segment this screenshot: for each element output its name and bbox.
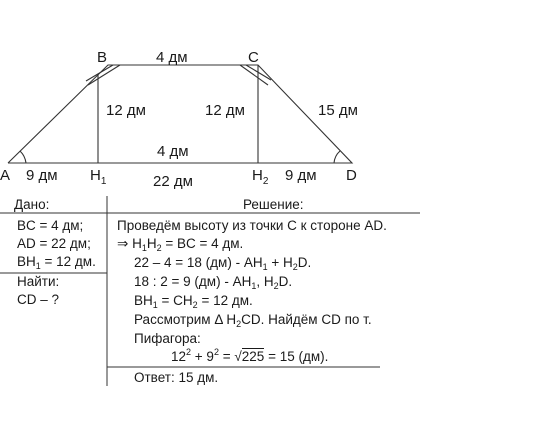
solution-step-1: Проведём высоту из точки C к стороне AD. (117, 218, 387, 233)
angle-mark-b2 (86, 65, 113, 81)
solution-step-4: 18 : 2 = 9 $(дм) - AH_1$, $H_2D$. (134, 274, 293, 291)
label-h2: $H_2$ (252, 167, 269, 187)
solution-header: Решение: (243, 197, 304, 212)
measure-h2d: 9 дм (285, 167, 317, 184)
given-bc: BC = 4 дм; (17, 218, 84, 233)
angle-mark-c1 (240, 65, 268, 85)
angle-mark-d (334, 151, 340, 163)
measure-h1h2: 4 дм (157, 143, 189, 160)
given-ad: AD = 22 дм; (17, 236, 91, 251)
sqrt-sign: √ (234, 349, 242, 364)
find-header: Найти: (17, 274, 60, 289)
solution-step-7: Пифагора: (134, 331, 201, 346)
sqrt-radicand: 225 (241, 349, 265, 364)
label-a: A (0, 167, 11, 184)
measure-bc: 4 дм (156, 49, 188, 66)
measure-cd: 15 дм (318, 102, 358, 119)
measure-ad: 22 дм (153, 173, 193, 190)
solution-step-2: ⇒ $H_1H_2$ = BC = 4 дм. (117, 236, 244, 253)
label-d: D (346, 167, 357, 184)
label-b: B (97, 49, 108, 66)
angle-mark-b1 (88, 65, 120, 85)
measure-bh1: 12 дм (106, 102, 146, 119)
solution-step-6: Рассмотрим Δ $H_2CD$. Найдём CD по т. (134, 312, 372, 329)
measure-ah1: 9 дм (26, 167, 58, 184)
label-c: C (248, 49, 259, 66)
solution-step-8: $12^2 + 9^2 = √225 = 15$ (дм). (171, 347, 329, 364)
solution-step-5: $BH_1 = CH_2 = 12$ дм. (134, 293, 253, 310)
given-bh1: $BH_1 = 12$ дм. (17, 254, 96, 271)
given-header: Дано: (14, 197, 50, 212)
solution-step-3: 22 – 4 = 18 $(дм) - AH_1 + H_2D$. (134, 255, 312, 272)
answer-line: Ответ: 15 дм. (134, 370, 219, 385)
find-cd: CD – ? (17, 292, 60, 307)
measure-ch2: 12 дм (205, 102, 245, 119)
label-h1: $H_1$ (90, 167, 107, 187)
angle-mark-a (20, 151, 26, 163)
